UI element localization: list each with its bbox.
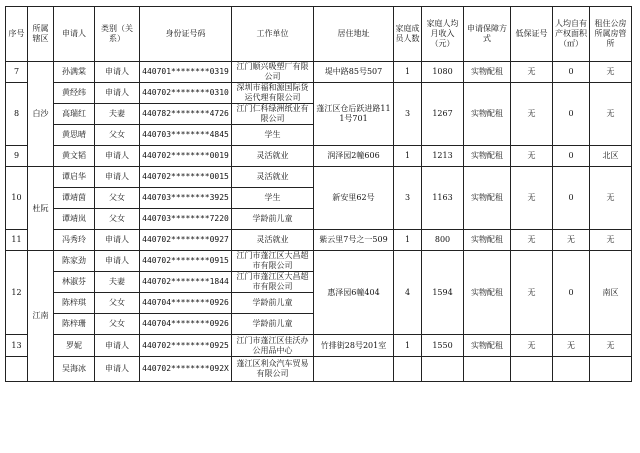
header-category: 类别（关系）: [95, 7, 140, 62]
cell-relation: 父女: [95, 188, 140, 209]
cell-id-number: 440702********0927: [140, 230, 232, 251]
cell-low-income: 无: [511, 62, 553, 83]
cell-workplace: 学生: [232, 125, 314, 146]
cell-seq: [6, 357, 28, 382]
table-body: [6, 62, 632, 382]
table-row: [6, 357, 632, 382]
cell-relation: 申请人: [95, 83, 140, 104]
cell-id-number: 440703********7220: [140, 209, 232, 230]
cell-id-number: 440702********0015: [140, 167, 232, 188]
cell-address: 紫云里7号之一509: [314, 230, 394, 251]
cell-relation: 父女: [95, 209, 140, 230]
header-family-size: 家庭成员人数: [394, 7, 422, 62]
cell-relation: 申请人: [95, 357, 140, 382]
cell-address: 惠泽园6幢404: [314, 251, 394, 335]
cell-address: 蓬江区仓后跃进路111号701: [314, 83, 394, 146]
cell-id-number: 440702********0019: [140, 146, 232, 167]
header-id-number: 身份证号码: [140, 7, 232, 62]
cell-office: 无: [590, 83, 632, 146]
cell-low-income: [511, 357, 553, 382]
cell-family-size: 1: [394, 62, 422, 83]
cell-office: 北区: [590, 146, 632, 167]
cell-area: 0: [553, 146, 590, 167]
cell-workplace: 蓬江区利众汽车贸易有限公司: [232, 357, 314, 382]
cell-applicant-name: 孙满棠: [54, 62, 95, 83]
cell-relation: 父女: [95, 314, 140, 335]
cell-relation: 申请人: [95, 230, 140, 251]
cell-relation: 夫妻: [95, 272, 140, 293]
cell-guarantee: [464, 357, 511, 382]
cell-seq: 12: [6, 251, 28, 335]
cell-guarantee: 实物配租: [464, 146, 511, 167]
cell-relation: 申请人: [95, 335, 140, 357]
cell-id-number: 440702********1844: [140, 272, 232, 293]
cell-guarantee: 实物配租: [464, 83, 511, 146]
cell-id-number: 440704********0926: [140, 293, 232, 314]
cell-workplace: 江门顺兴吸塑厂有限公司: [232, 62, 314, 83]
cell-applicant-name: 罗妮: [54, 335, 95, 357]
cell-office: 无: [590, 167, 632, 230]
cell-applicant-name: 陈梓琪: [54, 293, 95, 314]
cell-low-income: 无: [511, 83, 553, 146]
cell-workplace: 江门市蓬江区大昌超市有限公司: [232, 251, 314, 272]
cell-guarantee: 实物配租: [464, 251, 511, 335]
table-row: [6, 251, 632, 272]
cell-low-income: 无: [511, 335, 553, 357]
cell-guarantee: 实物配租: [464, 335, 511, 357]
table-row: [6, 230, 632, 251]
cell-relation: 申请人: [95, 62, 140, 83]
cell-office: [590, 357, 632, 382]
cell-workplace: 江门市蓬江区大昌超市有限公司: [232, 272, 314, 293]
cell-workplace: 灵活就业: [232, 230, 314, 251]
cell-office: 无: [590, 230, 632, 251]
cell-district: 白沙: [28, 62, 54, 167]
cell-family-size: 1: [394, 146, 422, 167]
table-row: [6, 83, 632, 104]
header-address: 居住地址: [314, 7, 394, 62]
cell-family-size: [394, 357, 422, 382]
cell-seq: 11: [6, 230, 28, 251]
cell-area: 0: [553, 83, 590, 146]
cell-workplace: 灵活就业: [232, 146, 314, 167]
cell-family-size: 3: [394, 167, 422, 230]
cell-applicant-name: 黄经纬: [54, 83, 95, 104]
cell-id-number: 440702********0915: [140, 251, 232, 272]
cell-relation: 申请人: [95, 167, 140, 188]
cell-income: 1213: [422, 146, 464, 167]
cell-family-size: 3: [394, 83, 422, 146]
table-row: [6, 335, 632, 357]
cell-seq: 9: [6, 146, 28, 167]
cell-workplace: 学龄前儿童: [232, 209, 314, 230]
cell-family-size: 1: [394, 230, 422, 251]
cell-district: 江南: [28, 251, 54, 382]
cell-area: [553, 357, 590, 382]
cell-address: 竹排街28号201室: [314, 335, 394, 357]
cell-workplace: 江门仁科绿洲纸业有限公司: [232, 104, 314, 125]
table-row: [6, 146, 632, 167]
cell-area: 0: [553, 167, 590, 230]
header-office: 租住公房所属房管所: [590, 7, 632, 62]
header-low-income: 低保证号: [511, 7, 553, 62]
cell-applicant-name: 陈家劲: [54, 251, 95, 272]
cell-workplace: 江门市蓬江区佳沃办公用品中心: [232, 335, 314, 357]
table-row: [6, 167, 632, 188]
cell-workplace: 学龄前儿童: [232, 314, 314, 335]
cell-applicant-name: 吴海冰: [54, 357, 95, 382]
cell-family-size: 4: [394, 251, 422, 335]
cell-id-number: 440703********3925: [140, 188, 232, 209]
cell-id-number: 440702********0925: [140, 335, 232, 357]
cell-workplace: 学生: [232, 188, 314, 209]
cell-address: [314, 357, 394, 382]
housing-application-table: [5, 6, 632, 382]
cell-address: 堤中路85号507: [314, 62, 394, 83]
cell-relation: 申请人: [95, 251, 140, 272]
header-district: 所属辖区: [28, 7, 54, 62]
cell-guarantee: 实物配租: [464, 230, 511, 251]
header-workplace: 工作单位: [232, 7, 314, 62]
cell-income: 1267: [422, 83, 464, 146]
cell-income: 1594: [422, 251, 464, 335]
cell-income: [422, 357, 464, 382]
cell-low-income: 无: [511, 146, 553, 167]
cell-guarantee: 实物配租: [464, 62, 511, 83]
cell-address: 润泽园2幢606: [314, 146, 394, 167]
cell-district: 杜阮: [28, 167, 54, 251]
cell-relation: 申请人: [95, 146, 140, 167]
cell-income: 1550: [422, 335, 464, 357]
cell-id-number: 440702********0310: [140, 83, 232, 104]
cell-office: 南区: [590, 251, 632, 335]
cell-office: 无: [590, 62, 632, 83]
cell-area: 无: [553, 230, 590, 251]
cell-income: 800: [422, 230, 464, 251]
cell-id-number: 440704********0926: [140, 314, 232, 335]
cell-seq: 13: [6, 335, 28, 357]
cell-applicant-name: 谭靖茵: [54, 188, 95, 209]
cell-relation: 父女: [95, 293, 140, 314]
cell-applicant-name: 高瑞红: [54, 104, 95, 125]
cell-office: 无: [590, 335, 632, 357]
cell-area: 0: [553, 251, 590, 335]
cell-applicant-name: 陈梓珊: [54, 314, 95, 335]
cell-id-number: 440702********092X: [140, 357, 232, 382]
cell-applicant-name: 黄思晴: [54, 125, 95, 146]
cell-workplace: 深圳市福和源国际货运代理有限公司: [232, 83, 314, 104]
document-page: [5, 6, 631, 382]
header-area: 人均自有产权面积（㎡）: [553, 7, 590, 62]
cell-area: 无: [553, 335, 590, 357]
header-row: [6, 7, 632, 62]
header-seq: 序号: [6, 7, 28, 62]
cell-seq: 8: [6, 83, 28, 146]
table-row: [6, 62, 632, 83]
cell-applicant-name: 冯秀玲: [54, 230, 95, 251]
cell-guarantee: 实物配租: [464, 167, 511, 230]
cell-id-number: 440782********4726: [140, 104, 232, 125]
cell-seq: 7: [6, 62, 28, 83]
cell-seq: 10: [6, 167, 28, 230]
cell-relation: 夫妻: [95, 104, 140, 125]
cell-id-number: 440701********0319: [140, 62, 232, 83]
cell-applicant-name: 林淑芬: [54, 272, 95, 293]
cell-low-income: 无: [511, 251, 553, 335]
cell-income: 1080: [422, 62, 464, 83]
cell-low-income: 无: [511, 167, 553, 230]
cell-applicant-name: 谭启华: [54, 167, 95, 188]
cell-applicant-name: 黄文韬: [54, 146, 95, 167]
cell-low-income: 无: [511, 230, 553, 251]
header-guarantee: 申请保障方式: [464, 7, 511, 62]
cell-id-number: 440703********4845: [140, 125, 232, 146]
cell-family-size: 1: [394, 335, 422, 357]
cell-income: 1163: [422, 167, 464, 230]
cell-workplace: 学龄前儿童: [232, 293, 314, 314]
cell-address: 新安里62号: [314, 167, 394, 230]
header-applicant: 申请人: [54, 7, 95, 62]
cell-applicant-name: 谭靖岚: [54, 209, 95, 230]
header-income: 家庭人均月收入（元）: [422, 7, 464, 62]
cell-workplace: 灵活就业: [232, 167, 314, 188]
cell-relation: 父女: [95, 125, 140, 146]
cell-area: 0: [553, 62, 590, 83]
